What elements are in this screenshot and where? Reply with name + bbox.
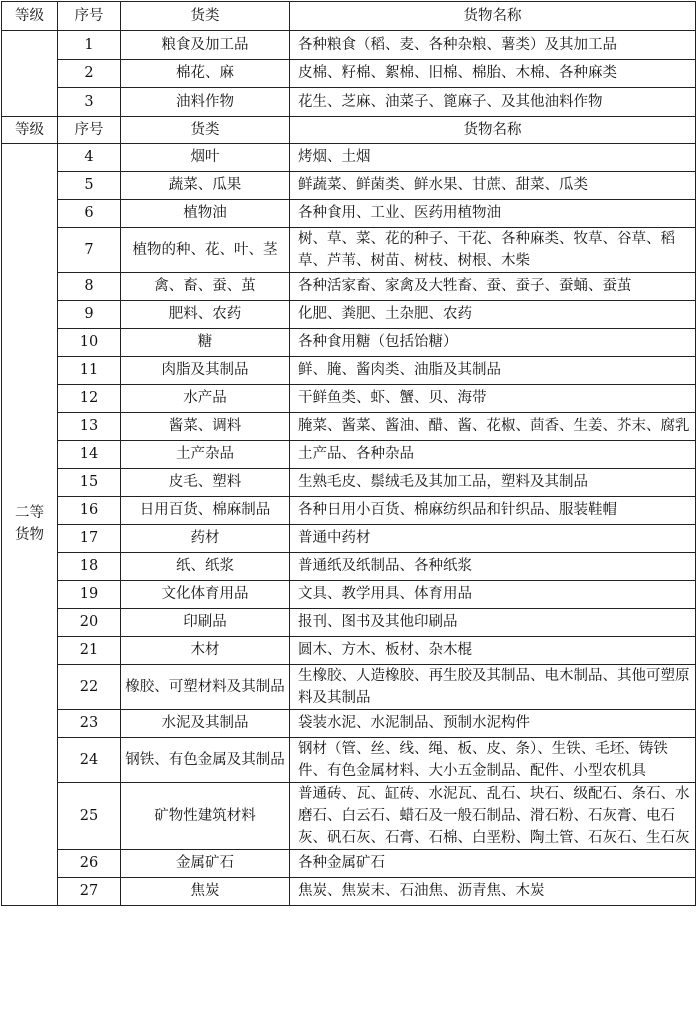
row-number: 20 xyxy=(58,608,121,636)
row-number: 13 xyxy=(58,412,121,440)
cargo-names: 普通中药材 xyxy=(290,524,696,552)
header-grade: 等级 xyxy=(2,116,58,143)
header-category: 货类 xyxy=(121,116,290,143)
cargo-category: 木材 xyxy=(121,636,290,664)
table-row xyxy=(2,143,696,171)
cargo-names: 花生、芝麻、油菜子、篦麻子、及其他油料作物 xyxy=(290,88,696,117)
table-row xyxy=(2,664,696,709)
row-number: 16 xyxy=(58,496,121,524)
row-number: 9 xyxy=(58,300,121,328)
table-row xyxy=(2,440,696,468)
row-number: 6 xyxy=(58,199,121,227)
cargo-category: 药材 xyxy=(121,524,290,552)
table-row xyxy=(2,552,696,580)
header-seq: 序号 xyxy=(58,2,121,31)
table-row xyxy=(2,199,696,227)
row-number: 23 xyxy=(58,709,121,737)
row-number: 26 xyxy=(58,849,121,877)
table-row xyxy=(2,636,696,664)
row-number: 25 xyxy=(58,782,121,849)
row-number: 5 xyxy=(58,171,121,199)
cargo-category: 禽、畜、蚕、茧 xyxy=(121,272,290,300)
cargo-names: 鲜蔬菜、鲜菌类、鲜水果、甘蔗、甜菜、瓜类 xyxy=(290,171,696,199)
row-number: 1 xyxy=(58,31,121,60)
cargo-names: 皮棉、籽棉、絮棉、旧棉、棉胎、木棉、各种麻类 xyxy=(290,59,696,88)
table-row xyxy=(2,227,696,272)
table-header-row-repeat xyxy=(2,116,696,143)
row-number: 8 xyxy=(58,272,121,300)
cargo-category: 油料作物 xyxy=(121,88,290,117)
table-row xyxy=(2,580,696,608)
cargo-category: 棉花、麻 xyxy=(121,59,290,88)
table-row xyxy=(2,877,696,905)
row-number: 22 xyxy=(58,664,121,709)
cargo-category: 橡胶、可塑材料及其制品 xyxy=(121,664,290,709)
grade-cell-group1 xyxy=(2,31,58,117)
cargo-category: 酱菜、调料 xyxy=(121,412,290,440)
cargo-category: 水产品 xyxy=(121,384,290,412)
cargo-category: 日用百货、棉麻制品 xyxy=(121,496,290,524)
cargo-category: 皮毛、塑料 xyxy=(121,468,290,496)
cargo-names: 鲜、腌、酱肉类、油脂及其制品 xyxy=(290,356,696,384)
cargo-category: 土产杂品 xyxy=(121,440,290,468)
table-row xyxy=(2,300,696,328)
cargo-names: 生橡胶、人造橡胶、再生胶及其制品、电木制品、其他可塑原料及其制品 xyxy=(290,664,696,709)
cargo-names: 树、草、菜、花的种子、干花、各种麻类、牧草、谷草、稻草、芦苇、树苗、树枝、树根、木柴 xyxy=(290,227,696,272)
cargo-names: 各种粮食（稻、麦、各种杂粮、薯类）及其加工品 xyxy=(290,31,696,60)
row-number: 27 xyxy=(58,877,121,905)
cargo-category: 肥料、农药 xyxy=(121,300,290,328)
table-row xyxy=(2,412,696,440)
table-row xyxy=(2,608,696,636)
table-row xyxy=(2,384,696,412)
cargo-category: 蔬菜、瓜果 xyxy=(121,171,290,199)
cargo-names: 普通砖、瓦、缸砖、水泥瓦、乱石、块石、级配石、条石、水磨石、白云石、蜡石及一般石制品、滑石粉、石灰膏、电石灰、矾石灰、石膏、石棉、白垩粉、陶土管、石灰石、生石灰 xyxy=(290,782,696,849)
header-name: 货物名称 xyxy=(290,2,696,31)
cargo-category: 金属矿石 xyxy=(121,849,290,877)
cargo-names: 土产品、各种杂品 xyxy=(290,440,696,468)
header-category: 货类 xyxy=(121,2,290,31)
row-number: 18 xyxy=(58,552,121,580)
table-row xyxy=(2,496,696,524)
cargo-category: 糖 xyxy=(121,328,290,356)
row-number: 24 xyxy=(58,737,121,782)
cargo-category: 水泥及其制品 xyxy=(121,709,290,737)
table-row xyxy=(2,849,696,877)
table-row xyxy=(2,88,696,117)
row-number: 15 xyxy=(58,468,121,496)
header-name: 货物名称 xyxy=(290,116,696,143)
cargo-names: 化肥、粪肥、土杂肥、农药 xyxy=(290,300,696,328)
row-number: 10 xyxy=(58,328,121,356)
table-row xyxy=(2,59,696,88)
row-number: 4 xyxy=(58,143,121,171)
grade-cell-group2 xyxy=(2,143,58,905)
header-seq: 序号 xyxy=(58,116,121,143)
cargo-names: 各种日用小百货、棉麻纺织品和针织品、服装鞋帽 xyxy=(290,496,696,524)
cargo-category: 肉脂及其制品 xyxy=(121,356,290,384)
row-number: 3 xyxy=(58,88,121,117)
table-row xyxy=(2,328,696,356)
table-header-row xyxy=(2,2,696,31)
cargo-names: 烤烟、土烟 xyxy=(290,143,696,171)
header-grade: 等级 xyxy=(2,2,58,31)
cargo-names: 生熟毛皮、鬃绒毛及其加工品，塑料及其制品 xyxy=(290,468,696,496)
cargo-names: 焦炭、焦炭末、石油焦、沥青焦、木炭 xyxy=(290,877,696,905)
cargo-category: 矿物性建筑材料 xyxy=(121,782,290,849)
cargo-category: 植物的种、花、叶、茎 xyxy=(121,227,290,272)
cargo-names: 圆木、方木、板材、杂木棍 xyxy=(290,636,696,664)
cargo-names: 袋装水泥、水泥制品、预制水泥构件 xyxy=(290,709,696,737)
grade-label: 二等货物 xyxy=(15,505,44,543)
table-row xyxy=(2,272,696,300)
cargo-names: 普通纸及纸制品、各种纸浆 xyxy=(290,552,696,580)
cargo-category: 文化体育用品 xyxy=(121,580,290,608)
row-number: 17 xyxy=(58,524,121,552)
cargo-names: 报刊、图书及其他印刷品 xyxy=(290,608,696,636)
cargo-names: 干鲜鱼类、虾、蟹、贝、海带 xyxy=(290,384,696,412)
row-number: 12 xyxy=(58,384,121,412)
table-row xyxy=(2,468,696,496)
cargo-names: 各种活家畜、家禽及大牲畜、蚕、蚕子、蚕蛹、蚕茧 xyxy=(290,272,696,300)
cargo-names: 各种食用糖（包括饴糖） xyxy=(290,328,696,356)
table-row xyxy=(2,356,696,384)
table-row xyxy=(2,31,696,60)
table-row xyxy=(2,782,696,849)
row-number: 2 xyxy=(58,59,121,88)
cargo-names: 各种食用、工业、医药用植物油 xyxy=(290,199,696,227)
row-number: 11 xyxy=(58,356,121,384)
cargo-category: 植物油 xyxy=(121,199,290,227)
table-row xyxy=(2,709,696,737)
cargo-names: 各种金属矿石 xyxy=(290,849,696,877)
cargo-category: 粮食及加工品 xyxy=(121,31,290,60)
row-number: 21 xyxy=(58,636,121,664)
cargo-classification-table xyxy=(1,1,696,906)
row-number: 7 xyxy=(58,227,121,272)
cargo-category: 印刷品 xyxy=(121,608,290,636)
row-number: 14 xyxy=(58,440,121,468)
cargo-category: 纸、纸浆 xyxy=(121,552,290,580)
cargo-names: 文具、教学用具、体育用品 xyxy=(290,580,696,608)
cargo-category: 钢铁、有色金属及其制品 xyxy=(121,737,290,782)
cargo-names: 钢材（管、丝、线、绳、板、皮、条）、生铁、毛坯、铸铁件、有色金属材料、大小五金制品、配件、小型农机具 xyxy=(290,737,696,782)
table-row xyxy=(2,171,696,199)
cargo-names: 腌菜、酱菜、酱油、醋、酱、花椒、茴香、生姜、芥末、腐乳 xyxy=(290,412,696,440)
table-row xyxy=(2,524,696,552)
cargo-category: 烟叶 xyxy=(121,143,290,171)
cargo-category: 焦炭 xyxy=(121,877,290,905)
row-number: 19 xyxy=(58,580,121,608)
table-row xyxy=(2,737,696,782)
